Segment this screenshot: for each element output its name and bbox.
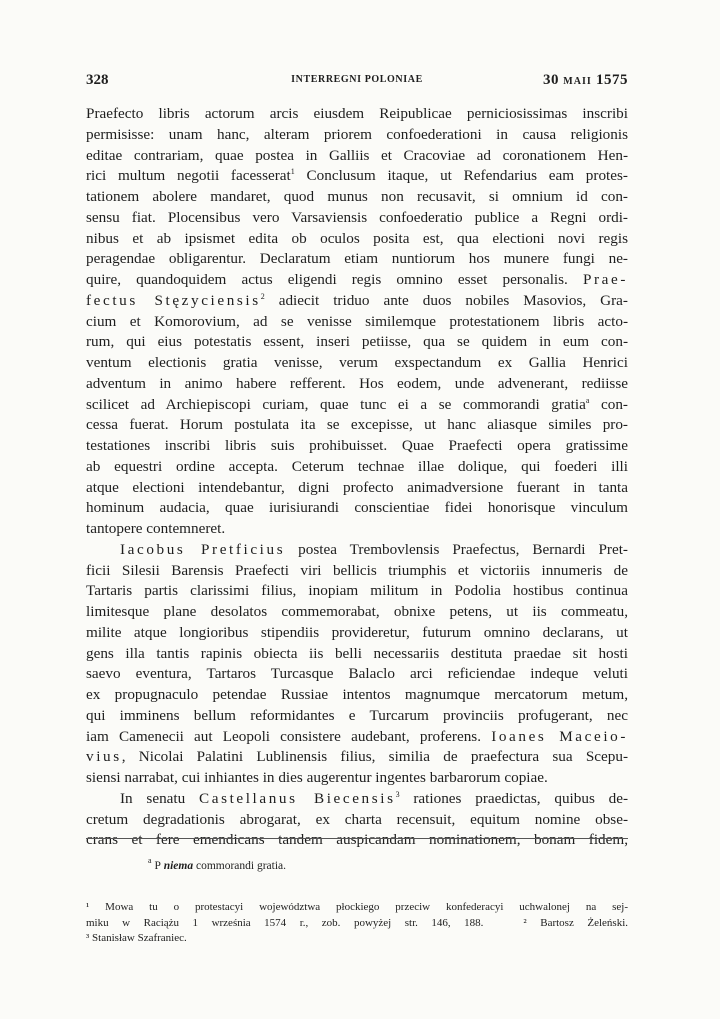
text-line: [86, 540, 628, 561]
footnote-1-text: miku w Raciążu 1 września 1574 r., zob. powyżej str. 146, 188.: [86, 916, 484, 929]
footnote-rule: [86, 838, 628, 839]
text-line: [86, 581, 628, 602]
text-segment: crans et fere emendicans tandem auspicandam nominationem, bonam fidem,: [86, 831, 628, 849]
text-line: [86, 727, 628, 748]
footnote-1-line-2: [86, 916, 628, 932]
text-line: [86, 768, 628, 789]
text-line: [86, 644, 628, 665]
spaced-name: Iacobus Pretficius: [120, 540, 286, 558]
spaced-name: vius: [86, 748, 122, 766]
text-line: [86, 208, 628, 229]
text-segment: permisisse: unam hanc, alteram priorem confoederationi in causa religionis: [86, 125, 628, 143]
spaced-name: Ioanes Maceio-: [491, 727, 628, 745]
text-segment: tantopere contemneret.: [86, 520, 226, 537]
text-segment: peragendae obligarentur. Declaratum etiam nuntiorum hos munere fungi ne-: [86, 250, 628, 268]
footnote-1-line-1: ¹ Mowa tu o protestacyi województwa płockiego przeciw konfederacyi uchwalonej na sej-: [86, 901, 628, 913]
text-line: [86, 104, 628, 125]
text-segment: siensi narrabat, cui inhiantes in dies augerentur ingentes barbarorum copiae.: [86, 769, 548, 786]
text-line: [86, 478, 628, 499]
text-line: [86, 166, 628, 187]
text-segment: cium et Komorovium, ad se venisse similemque protestationem libris acto-: [86, 312, 628, 330]
text-line: [86, 561, 628, 582]
text-segment: scilicet ad Archiepiscopi curiam, quae tunc ei a se commorandi gratia: [86, 395, 586, 413]
text-segment: hominum audacia, quae iurisiurandi conscientiae fidei honorisque vinculum: [86, 499, 628, 517]
text-segment: Tartaris partis clarissimi filius, inopiam militum in Podolia hostibus continua: [86, 582, 628, 600]
text-segment: adiecit triduo ante duos nobiles Masovios, Gra-: [264, 291, 628, 309]
text-line: [86, 664, 628, 685]
text-line: [86, 830, 628, 851]
text-line: [86, 457, 628, 478]
text-line: [86, 747, 628, 768]
text-line: [86, 146, 628, 167]
text-line: [86, 789, 628, 810]
text-segment: ficii Silesii Barensis Praefecti viri bellicis triumphis et victoriis innumeris de: [86, 561, 628, 579]
text-segment: Praefecto libris actorum arcis eiusdem Reipublicae perniciosissimas inscribi: [86, 105, 628, 122]
text-line: [86, 353, 628, 374]
text-segment: iam Camenecii aut Leopoli consistere audebant, proferens.: [86, 727, 492, 745]
text-segment: cessa fuerat. Horum postulata ita se excepisse, ut hanc aliasque similes pro-: [86, 416, 628, 434]
text-segment: rici multum negotii facesserat: [86, 167, 291, 185]
apparatus-marker: a: [148, 856, 152, 865]
text-line: [86, 291, 628, 312]
text-segment: gens illa tantis rapinis obiecta iis belli necessariis destituta praedae sit hosti: [86, 644, 628, 662]
footnotes: [86, 900, 628, 947]
text-segment: tationem abolere mandaret, quod munus non recusavit, si omnium id con-: [86, 188, 628, 205]
text-line: [86, 249, 628, 270]
text-segment: qui imminens bellum reformidantes e Turcarum provinciis profugerant, nec: [86, 706, 628, 724]
text-line: [86, 187, 628, 208]
text-segment: con-: [589, 395, 628, 413]
text-segment: , Nicolai Palatini Lublinensis filius, similia de praefectura sua Scepu-: [121, 748, 628, 766]
apparatus-rest: commorandi gratia.: [195, 860, 287, 872]
text-segment: Conclusum itaque, ut Refendarius eam protes-: [294, 167, 628, 185]
text-line: [86, 623, 628, 644]
apparatus-emphasis: niema: [163, 860, 194, 872]
date-day: 30: [543, 72, 560, 88]
text-segment: quire, quandoquidem actus eligendi regis omnino esset personalis.: [86, 271, 583, 288]
text-segment: nibus et ab ipsismet edita ob oculos posita est, qua electioni novi regis: [86, 229, 628, 247]
text-segment: rationes praedictas, quibus de-: [399, 789, 629, 807]
apparatus-note: [148, 856, 287, 872]
running-title: INTERREGNI POLONIAE: [291, 74, 423, 85]
text-line: [86, 706, 628, 727]
text-line: [86, 332, 628, 353]
text-segment: limitesque plane desolatos commemorabat, obnixe petens, ut iis commeatu,: [86, 603, 628, 620]
text-line: [86, 395, 628, 416]
text-segment: rum, qui eius potestatis essent, inseri petiisse, qua se quidem in eum con-: [86, 333, 628, 351]
footnote-2: ² Bartosz Żeleński.: [523, 916, 628, 929]
footnote-marker: 2: [260, 291, 265, 301]
date-year: 1575: [596, 72, 628, 88]
page-header: [86, 72, 628, 92]
text-segment: postea Trembovlensis Praefectus, Bernardi Pret-: [285, 540, 628, 558]
text-line: [86, 685, 628, 706]
footnote-3: ³ Stanisław Szafraniec.: [86, 932, 187, 944]
footnote-marker: 1: [290, 167, 295, 177]
text-segment: saevo eventura, Tartaros Turcasque Balaclo arci reficiendae indeque veluti: [86, 665, 628, 683]
text-line: [86, 810, 628, 831]
text-segment: testationes inscribi libris suis prohibuisset. Quae Praefecti opera gratissime: [86, 437, 628, 454]
main-text: [86, 104, 628, 851]
text-line: [86, 229, 628, 250]
text-line: [86, 415, 628, 436]
text-line: [86, 374, 628, 395]
text-segment: editae contrariam, quae postea in Galliis et Cracoviae ad coronationem Hen-: [86, 146, 628, 164]
spaced-name: fectus Stęzyciensis: [86, 291, 261, 309]
text-line: [86, 498, 628, 519]
apparatus-prefix: P: [154, 860, 161, 872]
text-segment: milite atque longioribus stipendiis provideretur, futurum omnino declarans, ut: [86, 623, 628, 641]
text-segment: ventum electionis gratia venisse, verum exspectandum ex Gallia Henrici: [86, 354, 628, 371]
text-segment: ex propugnaculo petendae Russiae intentos magnumque mercatorum metum,: [86, 686, 628, 703]
spaced-name: Castellanus Biecensis: [199, 789, 396, 807]
text-line: [86, 312, 628, 333]
text-segment: atque electioni intendebantur, digni profecto animadversione fuerant in tanta: [86, 478, 628, 496]
date-month: MAII: [563, 76, 592, 87]
text-segment: ab equestri ordine accepta. Ceterum technae illae dolique, qui foederi illi: [86, 457, 628, 475]
text-segment: sensu fiat. Plocensibus vero Varsaviensis confoederatio publice a Regni ordi-: [86, 208, 628, 226]
text-segment: In senatu: [120, 789, 199, 807]
spaced-name: Prae-: [582, 271, 628, 288]
text-line: [86, 125, 628, 146]
page-number: 328: [86, 72, 109, 88]
text-line: [86, 436, 628, 457]
footnote-marker: a: [585, 395, 590, 405]
footnote-marker: 3: [395, 789, 400, 799]
text-line: [86, 519, 628, 540]
text-line: [86, 602, 628, 623]
text-segment: adventum in animo habere refferent. Hos eodem, unde advenerant, rediisse: [86, 374, 628, 392]
header-date: [543, 72, 628, 89]
text-line: [86, 270, 628, 291]
text-segment: cretum degradationis abrogarat, ex charta recensuit, equitum nomine obse-: [86, 810, 628, 828]
